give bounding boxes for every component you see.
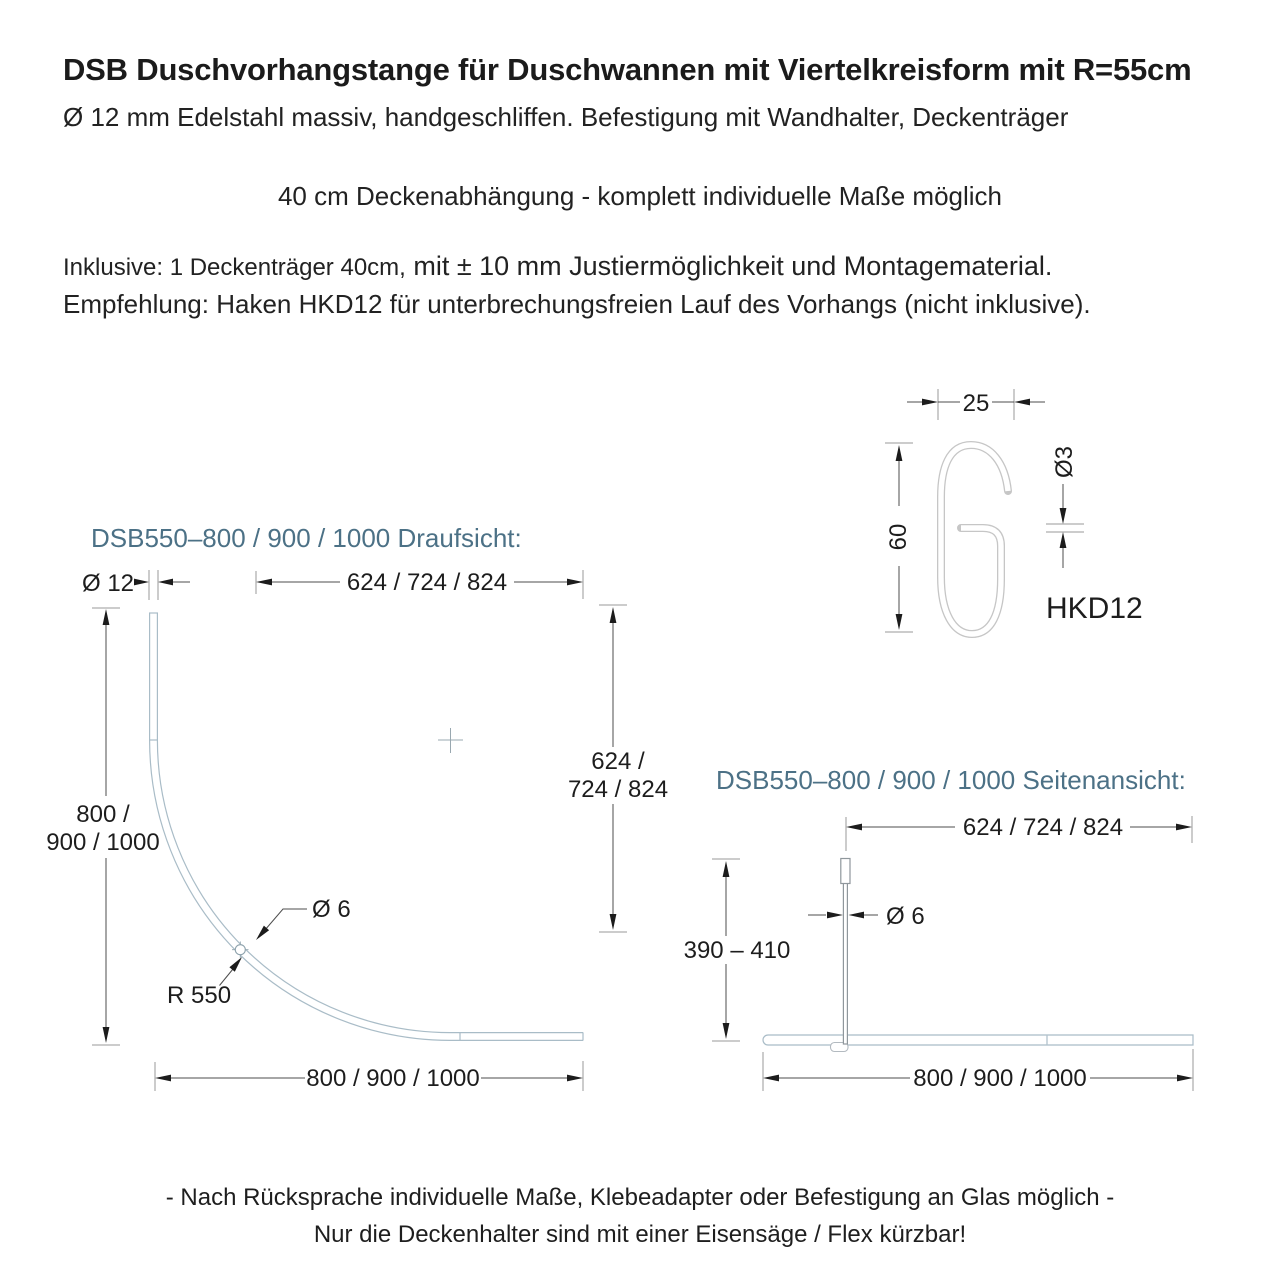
dim-left-length (46, 608, 159, 1045)
side-view-drawing (684, 814, 1193, 1092)
ceiling-hanger-cap (841, 859, 850, 884)
includes-note-part1: Inklusive: 1 Deckenträger 40cm, (63, 254, 406, 281)
suspension-note: 40 cm Deckenabhängung - komplett individuelle Maße möglich (277, 181, 1003, 211)
page-title: DSB Duschvorhangstange für Duschwannen mit Viertelkreisform mit R=55cm (63, 52, 1192, 87)
dim-label-hook-wire: Ø3 (1051, 445, 1078, 479)
dim-label-left-length-1: 800 / (76, 801, 130, 828)
dim-label-side-bottom-length: 800 / 900 / 1000 (913, 1065, 1087, 1092)
top-view-drawing (46, 569, 668, 1092)
dim-drop-height (684, 859, 791, 1041)
dim-label-hook-width: 25 (962, 390, 990, 417)
top-view-label: DSB550–800 / 900 / 1000 Draufsicht: (91, 523, 522, 553)
dim-top-length (256, 569, 583, 599)
recommendation-note: Empfehlung: Haken HKD12 für unterbrechungsfreien Lauf des Vorhangs (nicht inklusive). (63, 289, 1091, 319)
dim-label-right-length-2: 724 / 824 (567, 776, 669, 803)
hook-drawing (885, 389, 1143, 634)
footer-note-2: Nur die Deckenhalter sind mit einer Eisensäge / Flex kürzbar! (313, 1221, 967, 1248)
dim-bottom-length (155, 1061, 583, 1092)
dim-label-side-top-length: 624 / 724 / 824 (962, 814, 1124, 841)
dim-label-rod-diameter: Ø 12 (82, 570, 135, 597)
dim-label-hook-height: 60 (885, 523, 912, 551)
dim-hanger-diameter (808, 903, 925, 930)
dim-hook-width (907, 389, 1045, 420)
dim-right-length (568, 605, 668, 932)
dim-label-top-length: 624 / 724 / 824 (346, 569, 508, 596)
dim-label-hole-diameter: Ø 6 (312, 896, 351, 923)
dim-side-bottom-length (763, 1049, 1193, 1092)
dim-label-radius: R 550 (167, 982, 232, 1009)
dim-rod-diameter (82, 570, 190, 600)
dim-radius (167, 957, 242, 1009)
footer-note-1: - Nach Rücksprache individuelle Maße, Klebeadapter oder Befestigung an Glas möglich - (165, 1184, 1115, 1211)
dim-label-right-length-1: 624 / (591, 748, 645, 775)
ceiling-hanger-rod (843, 883, 847, 1044)
subtitle: Ø 12 mm Edelstahl massiv, handgeschliffen. Befestigung mit Wandhalter, Deckenträger (63, 102, 1069, 132)
side-view-label: DSB550–800 / 900 / 1000 Seitenansicht: (716, 765, 1186, 795)
dim-hook-height (885, 443, 913, 632)
dim-hook-wire (1046, 446, 1084, 568)
dim-side-top-length (846, 814, 1192, 851)
rod-side-view (763, 1035, 1193, 1045)
radius-center-mark (438, 728, 463, 753)
dim-label-left-length-2: 900 / 1000 (46, 829, 160, 856)
dim-label-bottom-length: 800 / 900 / 1000 (306, 1065, 480, 1092)
dim-label-hanger-diameter: Ø 6 (886, 903, 925, 930)
hook-label: HKD12 (1046, 592, 1143, 625)
rod-top-view (154, 613, 584, 1037)
dim-hole-diameter (256, 896, 351, 940)
dim-label-drop-height: 390 – 410 (683, 937, 791, 964)
includes-note-part2: mit ± 10 mm Justiermöglichkeit und Montagematerial. (405, 251, 1053, 281)
